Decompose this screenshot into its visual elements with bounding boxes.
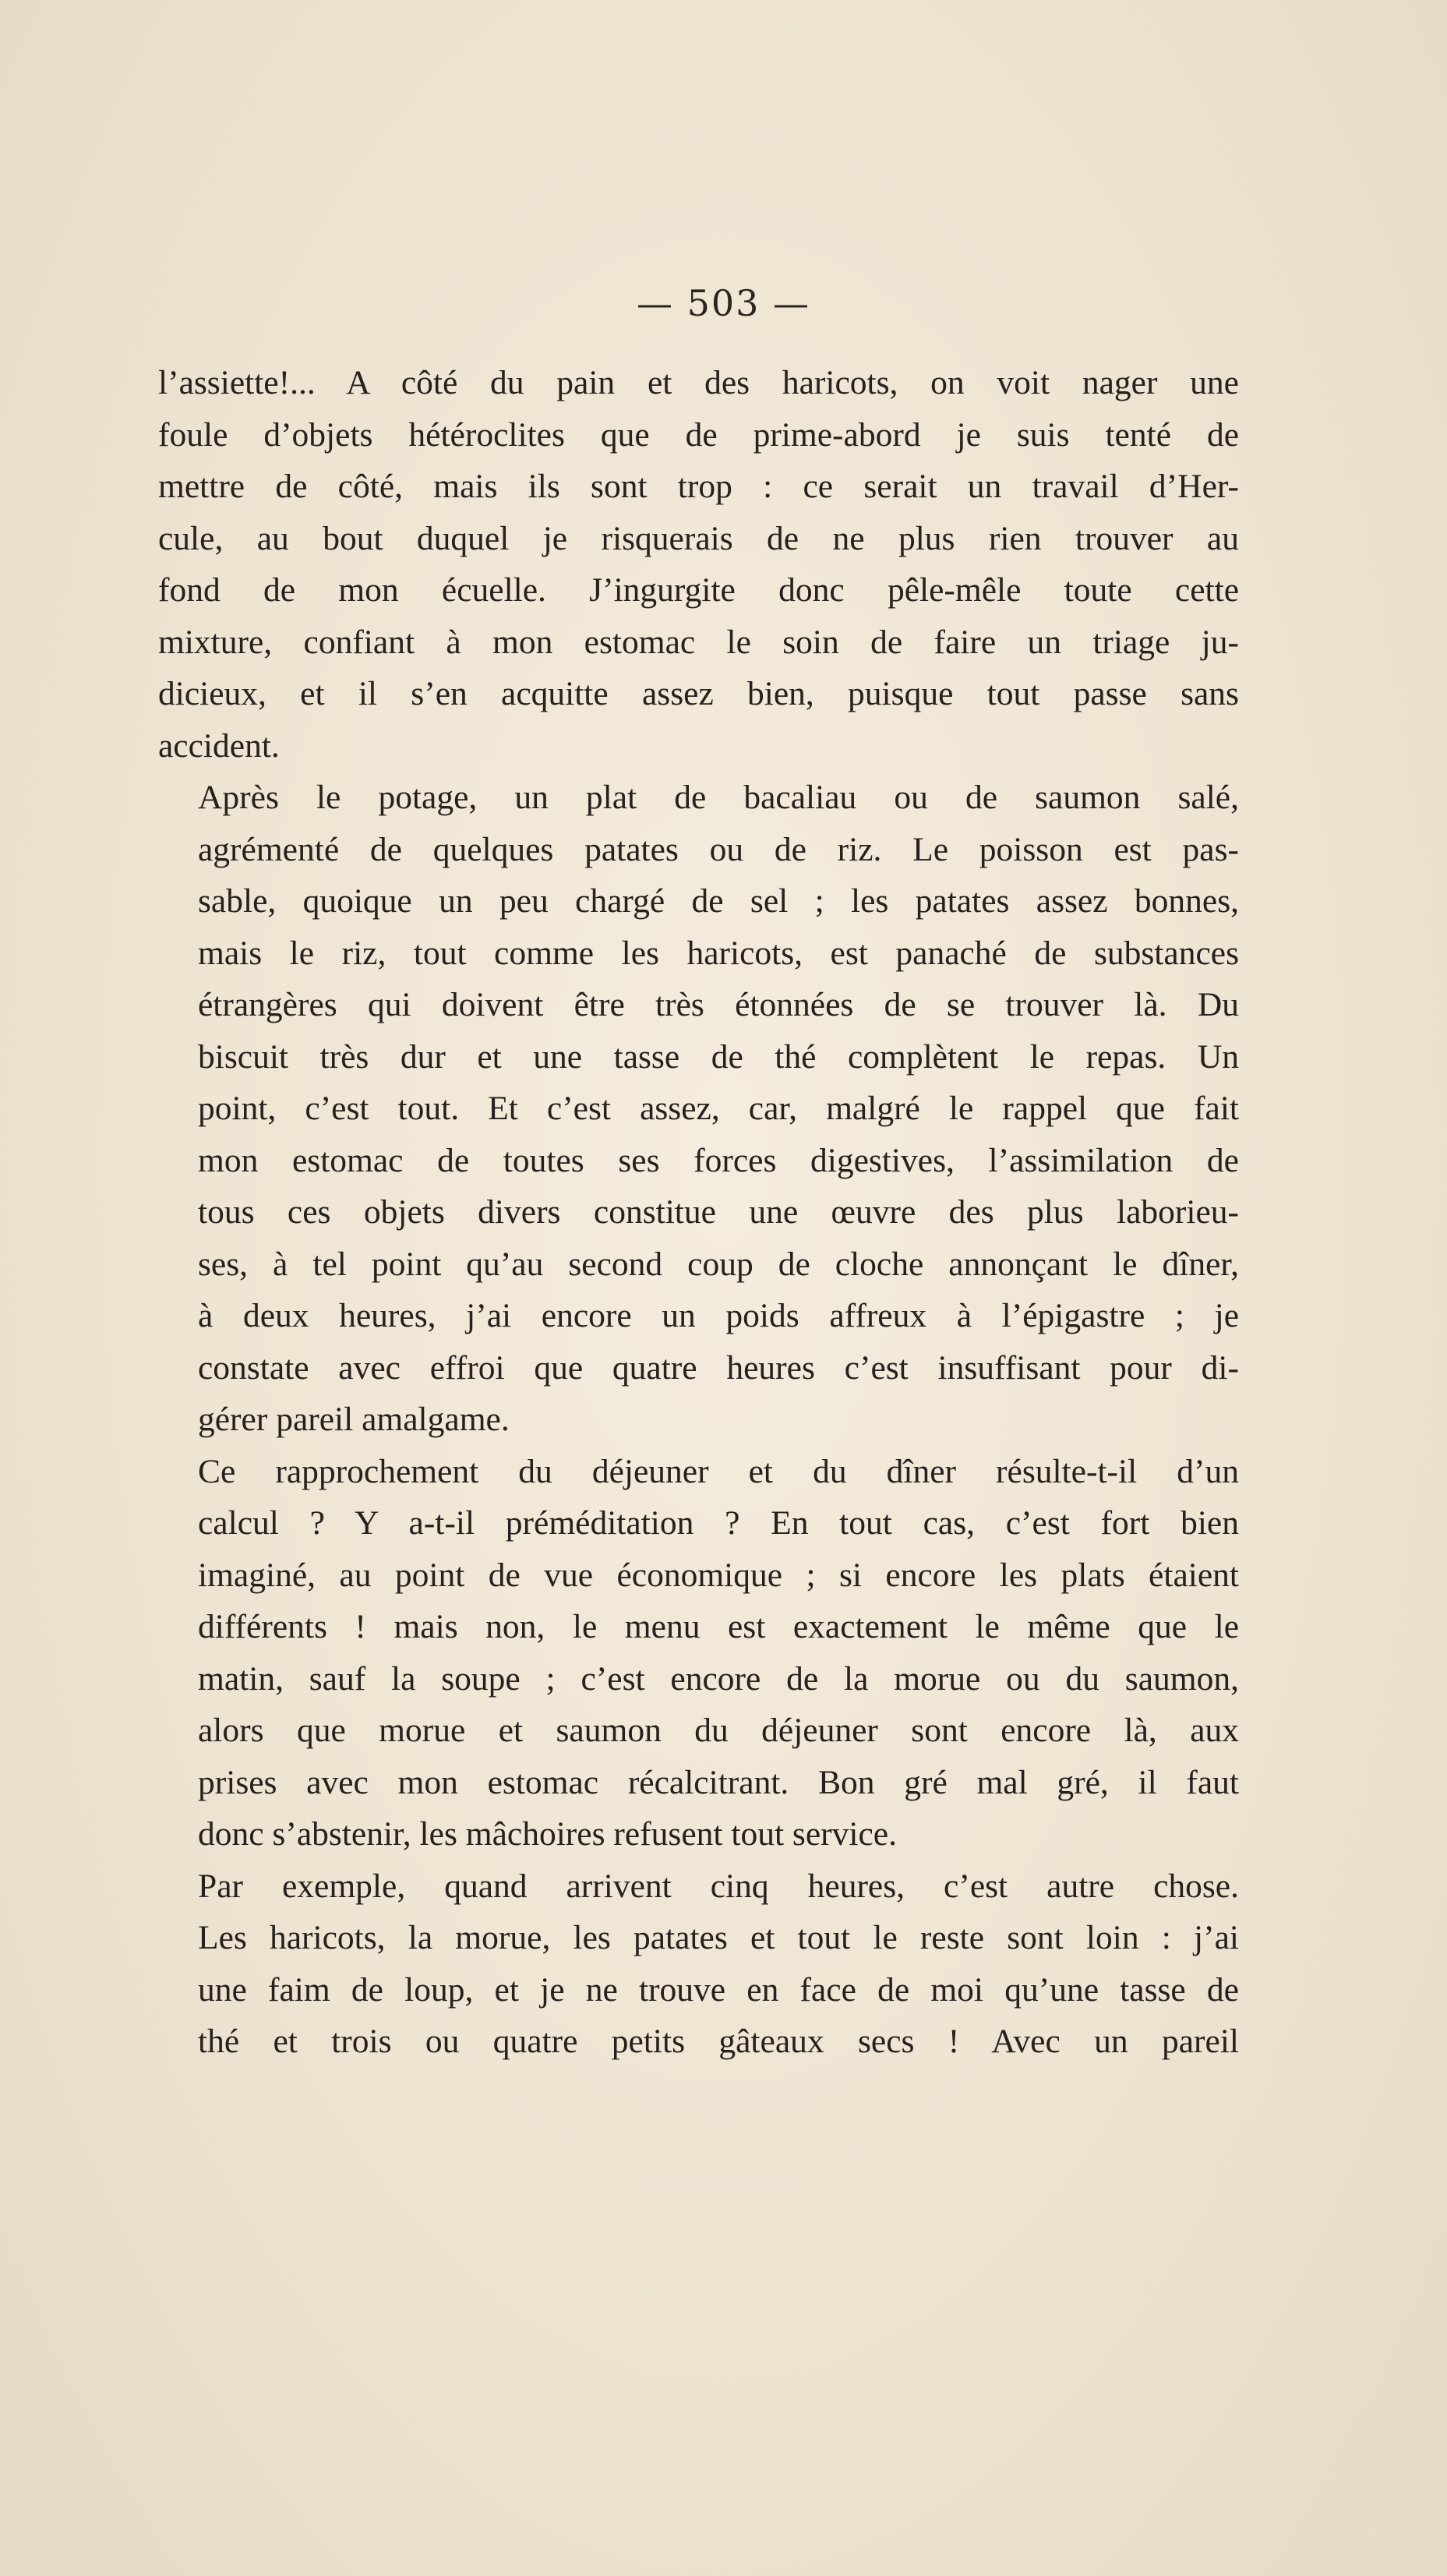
paragraph-1: [158, 357, 1239, 772]
text-line: dicieux, et il s’en acquitte assez bien, puisque tout passe sans: [158, 675, 1239, 712]
body-text: [158, 357, 1239, 2068]
text-line: matin, sauf la soupe ; c’est encore de la morue ou du saumon,: [198, 1659, 1239, 1698]
text-line: cule, au bout duquel je risquerais de ne plus rien trouver au: [158, 519, 1239, 557]
page-number: — 503 —: [636, 282, 811, 324]
text-line: foule d’objets hétéroclites que de prime-abord je suis tenté de: [158, 415, 1239, 454]
text-line: agrémenté de quelques patates ou de riz. Le poisson est pas-: [198, 830, 1239, 868]
text-line: point, c’est tout. Et c’est assez, car, malgré le rappel que fait: [198, 1090, 1239, 1127]
text-line: alors que morue et saumon du déjeuner sont encore là, aux: [198, 1712, 1239, 1749]
text-line: Ce rapprochement du déjeuner et du dîner résulte-t-il d’un: [198, 1452, 1239, 1490]
paragraph-2: [158, 772, 1239, 1446]
text-line: mon estomac de toutes ses forces digestives, l’assimilation de: [198, 1141, 1239, 1179]
text-line: calcul ? Y a-t-il préméditation ? En tout cas, c’est fort bien: [198, 1504, 1239, 1542]
text-line: gérer pareil amalgame.: [198, 1401, 510, 1438]
text-line: Après le potage, un plat de bacaliau ou de saumon salé,: [198, 779, 1239, 816]
text-line: sable, quoique un peu chargé de sel ; les patates assez bonnes,: [198, 882, 1239, 920]
text-line: imaginé, au point de vue économique ; si encore les plats étaient: [198, 1556, 1239, 1594]
text-line: à deux heures, j’ai encore un poids affreux à l’épigastre ; je: [198, 1297, 1239, 1334]
text-line: Les haricots, la morue, les patates et tout le reste sont loin : j’ai: [198, 1919, 1239, 1956]
text-line: donc s’abstenir, les mâchoires refusent tout service.: [198, 1815, 897, 1853]
text-line: accident.: [158, 726, 280, 765]
text-line: biscuit très dur et une tasse de thé complètent le repas. Un: [198, 1037, 1239, 1076]
text-line: constate avec effroi que quatre heures c’est insuffisant pour di-: [198, 1348, 1239, 1387]
text-line: différents ! mais non, le menu est exactement le même que le: [198, 1608, 1239, 1645]
text-line: mais le riz, tout comme les haricots, est panaché de substances: [198, 934, 1239, 972]
text-line: mettre de côté, mais ils sont trop : ce serait un travail d’Her-: [158, 468, 1239, 505]
text-line: ses, à tel point qu’au second coup de cloche annonçant le dîner,: [198, 1245, 1239, 1283]
text-line: Par exemple, quand arrivent cinq heures, c’est autre chose.: [198, 1867, 1239, 1905]
paragraph-3: [158, 1446, 1239, 1860]
text-line: fond de mon écuelle. J’ingurgite donc pêle-mêle toute cette: [158, 571, 1239, 609]
text-line: une faim de loup, et je ne trouve en face de moi qu’une tasse de: [198, 1970, 1239, 2009]
paragraph-4: [158, 1860, 1239, 2068]
text-line: mixture, confiant à mon estomac le soin de faire un triage ju-: [158, 623, 1239, 661]
text-line: tous ces objets divers constitue une œuvre des plus laborieu-: [198, 1193, 1239, 1231]
text-line: étrangères qui doivent être très étonnées de se trouver là. Du: [198, 986, 1239, 1023]
text-line: thé et trois ou quatre petits gâteaux secs ! Avec un pareil: [198, 2023, 1239, 2060]
text-line: prises avec mon estomac récalcitrant. Bon gré mal gré, il faut: [198, 1763, 1239, 1801]
text-line: l’assiette!... A côté du pain et des haricots, on voit nager une: [158, 364, 1239, 401]
